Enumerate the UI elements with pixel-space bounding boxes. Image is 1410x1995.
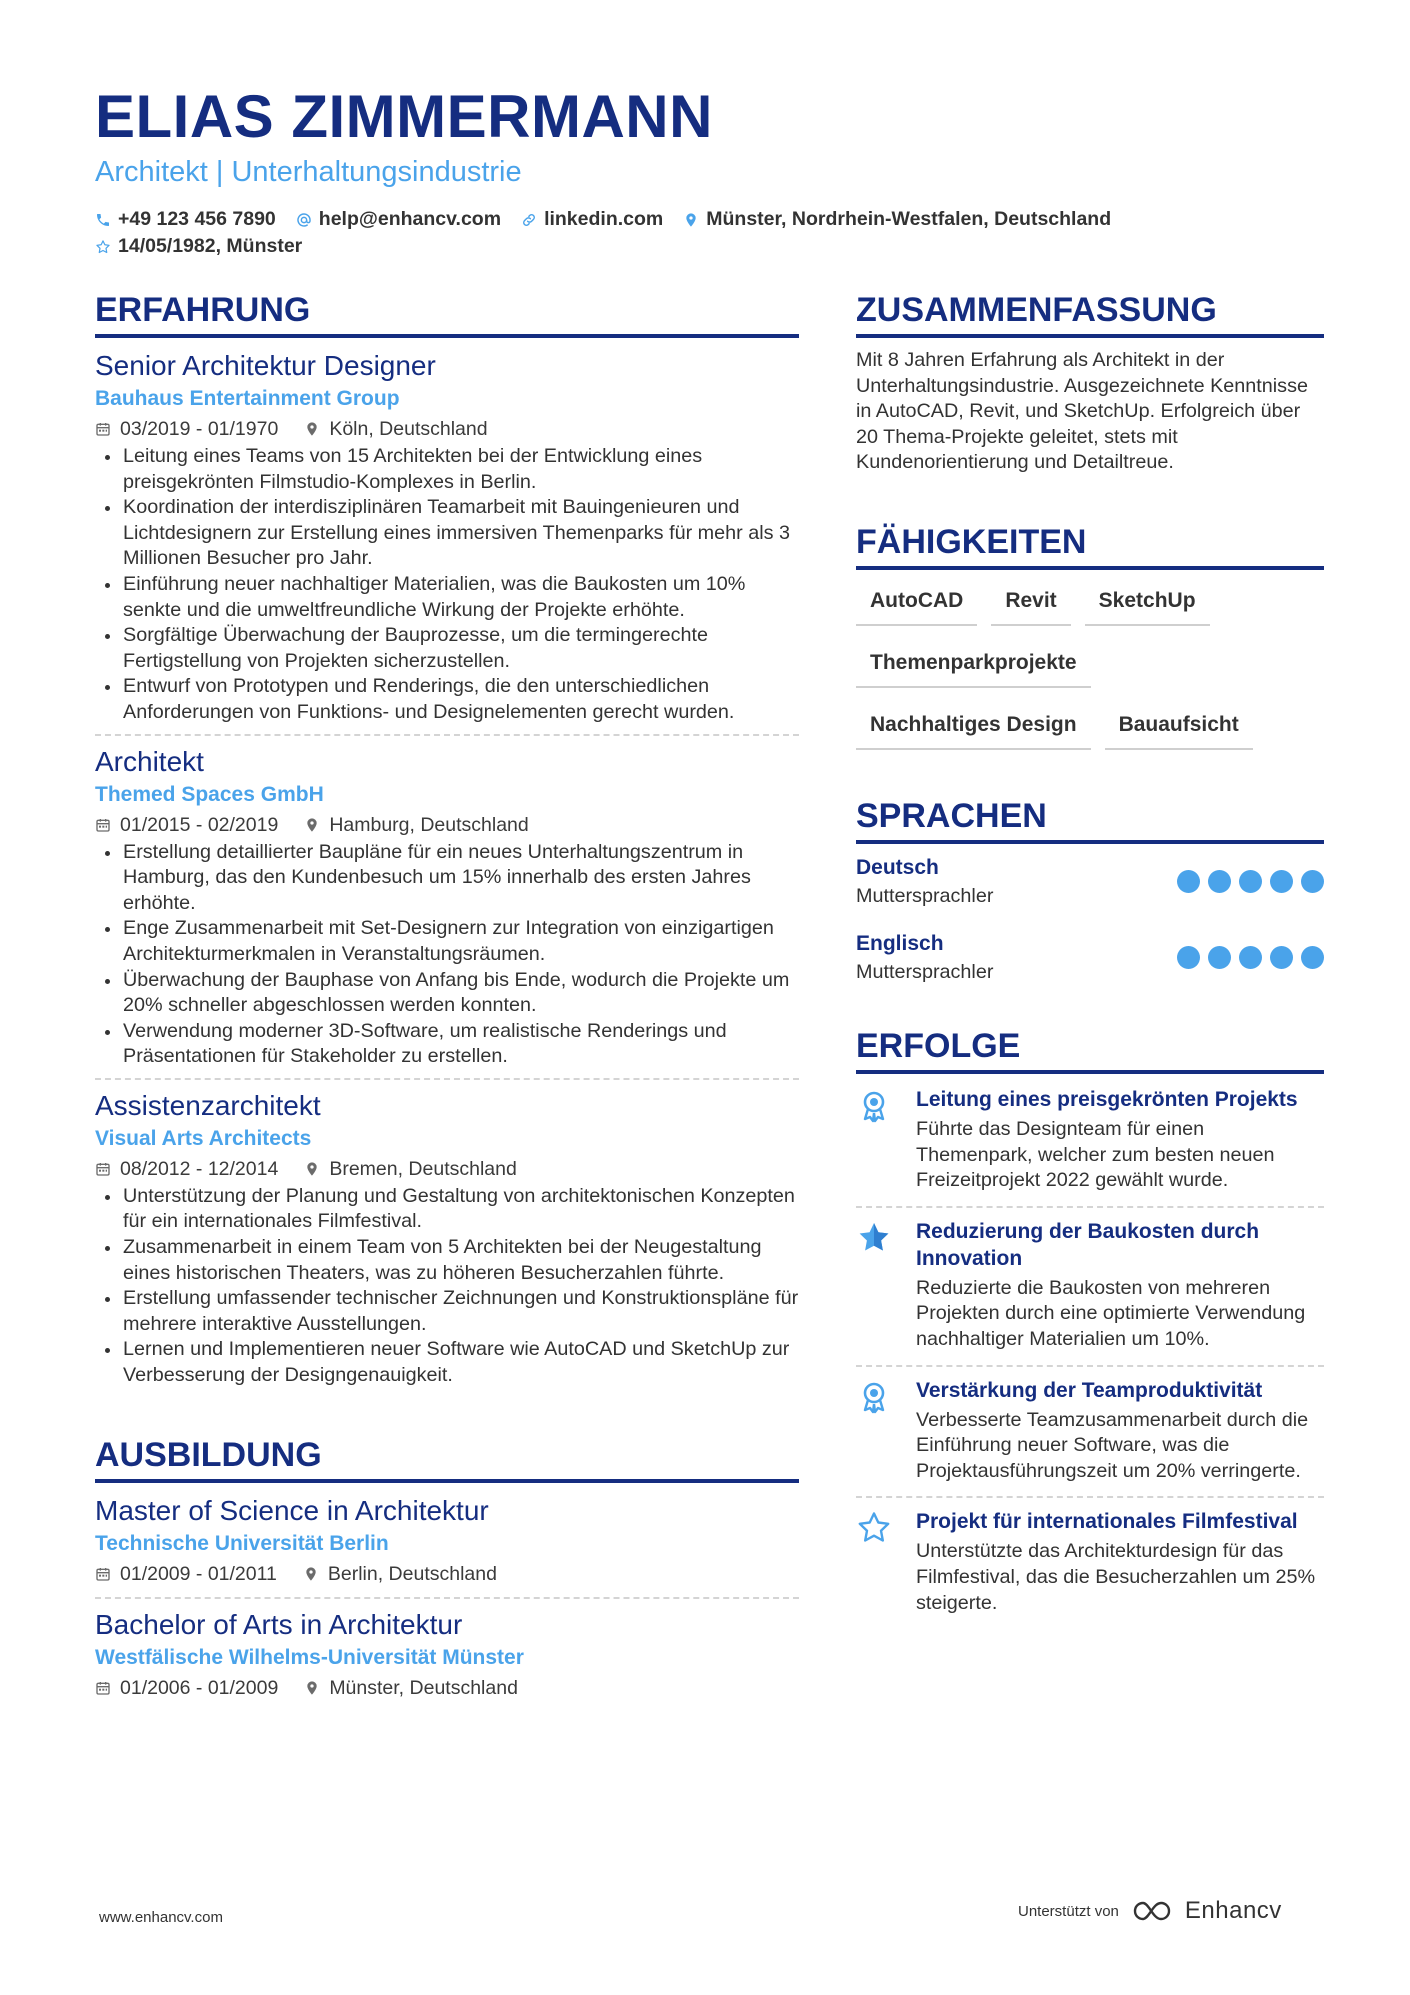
calendar-icon [95,1680,111,1696]
contact-email[interactable] [296,206,501,233]
job-meta [95,414,799,444]
education-title: AUSBILDUNG [95,1435,799,1483]
education-location [304,1673,518,1703]
phone-icon [95,212,111,228]
job-title: Architekt [95,745,204,777]
rating-dot [1177,870,1200,893]
bullet-item: Leitung eines Teams von 15 Architekten bei der Entwicklung eines preisgekrönten Filmstudio-Komplexes in Berlin. [123,444,799,495]
job-bullets [95,1184,799,1389]
skill-tag: Nachhaltiges Design [856,704,1091,750]
achievement-body [916,1508,1324,1616]
experience-entry [95,348,799,736]
bullet-item: Koordination der interdisziplinären Teamarbeit mit Bauingenieuren und Lichtdesignern zur Erstellung eines immersiven Themenparks für mehr als 3 Millionen Besucher pro Jahr. [123,495,799,572]
bullet-item: Unterstützung der Planung und Gestaltung von architektonischen Konzepten für ein internationales Filmfestival. [123,1184,799,1235]
powered-by-text: Unterstützt von [1018,1902,1119,1920]
job-title: Assistenzarchitekt [95,1089,321,1121]
calendar-icon [95,817,111,833]
bullet-item: Enge Zusammenarbeit mit Set-Designern zur Integration von einzigartigen Architekturmerkmalen in Veranstaltungsräumen. [123,916,799,967]
bullet-item: Sorgfältige Überwachung der Bauprozesse, um die termingerechte Fertigstellung von Projekten sicherzustellen. [123,623,799,674]
language-level: Muttersprachler [856,884,994,907]
bullet-item: Überwachung der Bauphase von Anfang bis Ende, wodurch die Projekte um 20% schneller abgeschlossen werden konnten. [123,968,799,1019]
school-name: Technische Universität Berlin [95,1531,389,1555]
skills-list [856,580,1324,766]
bullet-item: Lernen und Implementieren neuer Software wie AutoCAD und SketchUp zur Verbesserung der Designgenauigkeit. [123,1337,799,1388]
bullet-item: Erstellung umfassender technischer Zeichnungen und Konstruktionspläne für mehrere interaktive Ausstellungen. [123,1286,799,1337]
location-pin-icon [683,212,699,228]
footer-website[interactable]: www.enhancv.com [99,1909,223,1926]
at-icon [296,212,312,228]
rating-dot [1239,946,1262,969]
rating-dot [1208,870,1231,893]
right-column [856,290,1324,1628]
achievement-icon-wrap [856,1218,916,1353]
calendar-icon [95,1566,111,1582]
language-level: Muttersprachler [856,960,994,983]
education-meta [95,1673,799,1703]
location-pin-icon [304,1680,320,1696]
footer-branding[interactable] [1018,1897,1282,1925]
achievement-body [916,1218,1324,1353]
bullet-item: Erstellung detaillierter Baupläne für ein neues Unterhaltungszentrum in Hamburg, das den Kundenbesuch um 15% innerhalb des ersten Jahres erhöhte. [123,840,799,917]
contact-info [95,206,1325,260]
candidate-headline: Architekt | Unterhaltungsindustrie [95,156,522,188]
achievements-title: ERFOLGE [856,1026,1324,1074]
location-text: Berlin, Deutschland [327,1562,497,1585]
skill-tag: AutoCAD [856,580,977,626]
achievement-desc: Unterstützte das Architekturdesign für das Filmfestival, das die Besucherzahlen um 25% steigerte. [916,1540,1316,1614]
degree-title: Master of Science in Architektur [95,1494,489,1526]
job-meta [95,1154,799,1184]
achievement-desc: Verbesserte Teamzusammenarbeit durch die Einführung neuer Software, was die Projektausführungszeit um 20% verringerte. [916,1408,1309,1482]
achievement-item [856,1498,1324,1628]
bullet-item: Verwendung moderner 3D-Software, um realistische Renderings und Präsentationen für Stakeholder zu erstellen. [123,1019,799,1070]
achievement-icon-wrap [856,1377,916,1485]
linkedin-text: linkedin.com [544,208,664,230]
company-name: Bauhaus Entertainment Group [95,387,400,410]
education-dates [95,1559,277,1589]
school-name: Westfälische Wilhelms-Universität Münster [95,1645,524,1669]
job-bullets [95,444,799,726]
skill-tag: SketchUp [1085,580,1210,626]
star-outline-icon [856,1510,892,1546]
language-rating [1169,870,1324,893]
enhancv-logo-icon [1131,1898,1179,1924]
language-info [856,854,993,910]
skills-title: FÄHIGKEITEN [856,522,1324,570]
skill-tag: Revit [991,580,1070,626]
contact-row [95,206,1325,233]
achievement-title: Projekt für internationales Filmfestival [916,1510,1298,1534]
award-ribbon-icon [856,1379,892,1415]
calendar-icon [95,421,111,437]
education-meta [95,1559,799,1589]
achievement-title: Leitung eines preisgekrönten Projekts [916,1087,1298,1111]
achievement-desc: Reduzierte die Baukosten von mehreren Projekten durch eine optimierte Verwendung nachhaltiger Materialien um 10%. [916,1276,1306,1350]
star-filled-icon [856,1220,892,1256]
candidate-name: ELIAS ZIMMERMANN [95,83,713,150]
email-text: help@enhancv.com [318,208,502,230]
location-pin-icon [304,817,320,833]
summary-title: ZUSAMMENFASSUNG [856,290,1324,338]
achievement-body [916,1086,1324,1194]
location-pin-icon [303,1566,319,1582]
bullet-item: Einführung neuer nachhaltiger Materialien, was die Baukosten um 10% senkte und die umweltfreundliche Wirkung der Projekte erhöhte. [123,572,799,623]
job-location [304,414,487,444]
star-outline-icon [95,239,111,255]
summary-text: Mit 8 Jahren Erfahrung als Architekt in der Unterhaltungsindustrie. Ausgezeichnete Kenntnisse in AutoCAD, Revit, und SketchUp. Erfolgreich über 20 Thema-Projekte geleitet, stets mit Kundenorientierung und Detailtreue. [856,349,1308,474]
rating-dot [1301,870,1324,893]
rating-dot [1208,946,1231,969]
job-dates [95,414,278,444]
company-name: Visual Arts Architects [95,1126,312,1150]
dates-text: 03/2019 - 01/1970 [120,418,279,440]
phone-text: +49 123 456 7890 [118,208,276,230]
education-entry [95,1493,799,1599]
experience-title: ERFAHRUNG [95,290,799,338]
achievement-icon-wrap [856,1508,916,1616]
education-entry [95,1607,799,1711]
location-text: Bremen, Deutschland [329,1157,517,1180]
dates-text: 01/2006 - 01/2009 [120,1676,279,1699]
language-item [856,854,1324,910]
skill-tag: Themenparkprojekte [856,642,1091,688]
rating-dot [1301,946,1324,969]
location-text: Hamburg, Deutschland [329,813,529,836]
location-text: Münster, Deutschland [329,1676,518,1699]
dates-text: 01/2009 - 01/2011 [120,1562,277,1585]
job-meta [95,810,799,840]
contact-linkedin[interactable] [521,206,663,233]
award-ribbon-icon [856,1088,892,1124]
birth-text: 14/05/1982, Münster [118,235,303,257]
left-column [95,290,799,1711]
achievement-item [856,1076,1324,1208]
job-dates [95,1154,278,1184]
achievement-title: Verstärkung der Teamproduktivität [916,1378,1263,1402]
rating-dot [1177,946,1200,969]
achievement-body [916,1377,1324,1485]
language-name: Deutsch [856,855,939,879]
contact-birth [95,233,302,260]
dates-text: 08/2012 - 12/2014 [120,1157,279,1180]
contact-location [683,206,1111,233]
calendar-icon [95,1161,111,1177]
experience-entry [95,1088,799,1397]
skill-tag: Bauaufsicht [1105,704,1253,750]
location-text: Münster, Nordrhein-Westfalen, Deutschland [706,208,1112,230]
job-location [304,810,528,840]
language-info [856,930,993,986]
bullet-item: Entwurf von Prototypen und Renderings, die den unterschiedlichen Anforderungen von Funktions- und Designelementen gerecht wurden. [123,674,799,725]
rating-dot [1270,946,1293,969]
languages-title: SPRACHEN [856,796,1324,844]
degree-title: Bachelor of Arts in Architektur [95,1608,463,1640]
company-name: Themed Spaces GmbH [95,782,324,806]
bullet-item: Zusammenarbeit in einem Team von 5 Architekten bei der Neugestaltung eines historischen Theaters, was zu höheren Besucherzahlen führte. [123,1235,799,1286]
achievement-desc: Führte das Designteam für einen Themenpark, welcher zum besten neuen Freizeitprojekt 2022 gewählt wurde. [916,1117,1275,1192]
link-icon [521,212,537,228]
education-location [303,1559,497,1589]
contact-row [95,233,1325,260]
location-text: Köln, Deutschland [329,418,488,440]
achievement-item [856,1208,1324,1367]
location-pin-icon [304,1161,320,1177]
job-dates [95,810,278,840]
job-location [304,1154,517,1184]
enhancv-brand: Enhancv [1184,1897,1282,1924]
language-item [856,930,1324,986]
job-bullets [95,840,799,1070]
experience-entry [95,744,799,1080]
achievement-item [856,1367,1324,1499]
rating-dot [1239,870,1262,893]
achievement-title: Reduzierung der Baukosten durch Innovation [916,1219,1260,1270]
location-pin-icon [304,421,320,437]
education-dates [95,1673,278,1703]
language-name: Englisch [856,931,944,955]
dates-text: 01/2015 - 02/2019 [120,813,279,836]
contact-phone[interactable] [95,206,276,233]
rating-dot [1270,870,1293,893]
language-rating [1169,946,1324,969]
job-title: Senior Architektur Designer [95,350,436,381]
achievement-icon-wrap [856,1086,916,1194]
